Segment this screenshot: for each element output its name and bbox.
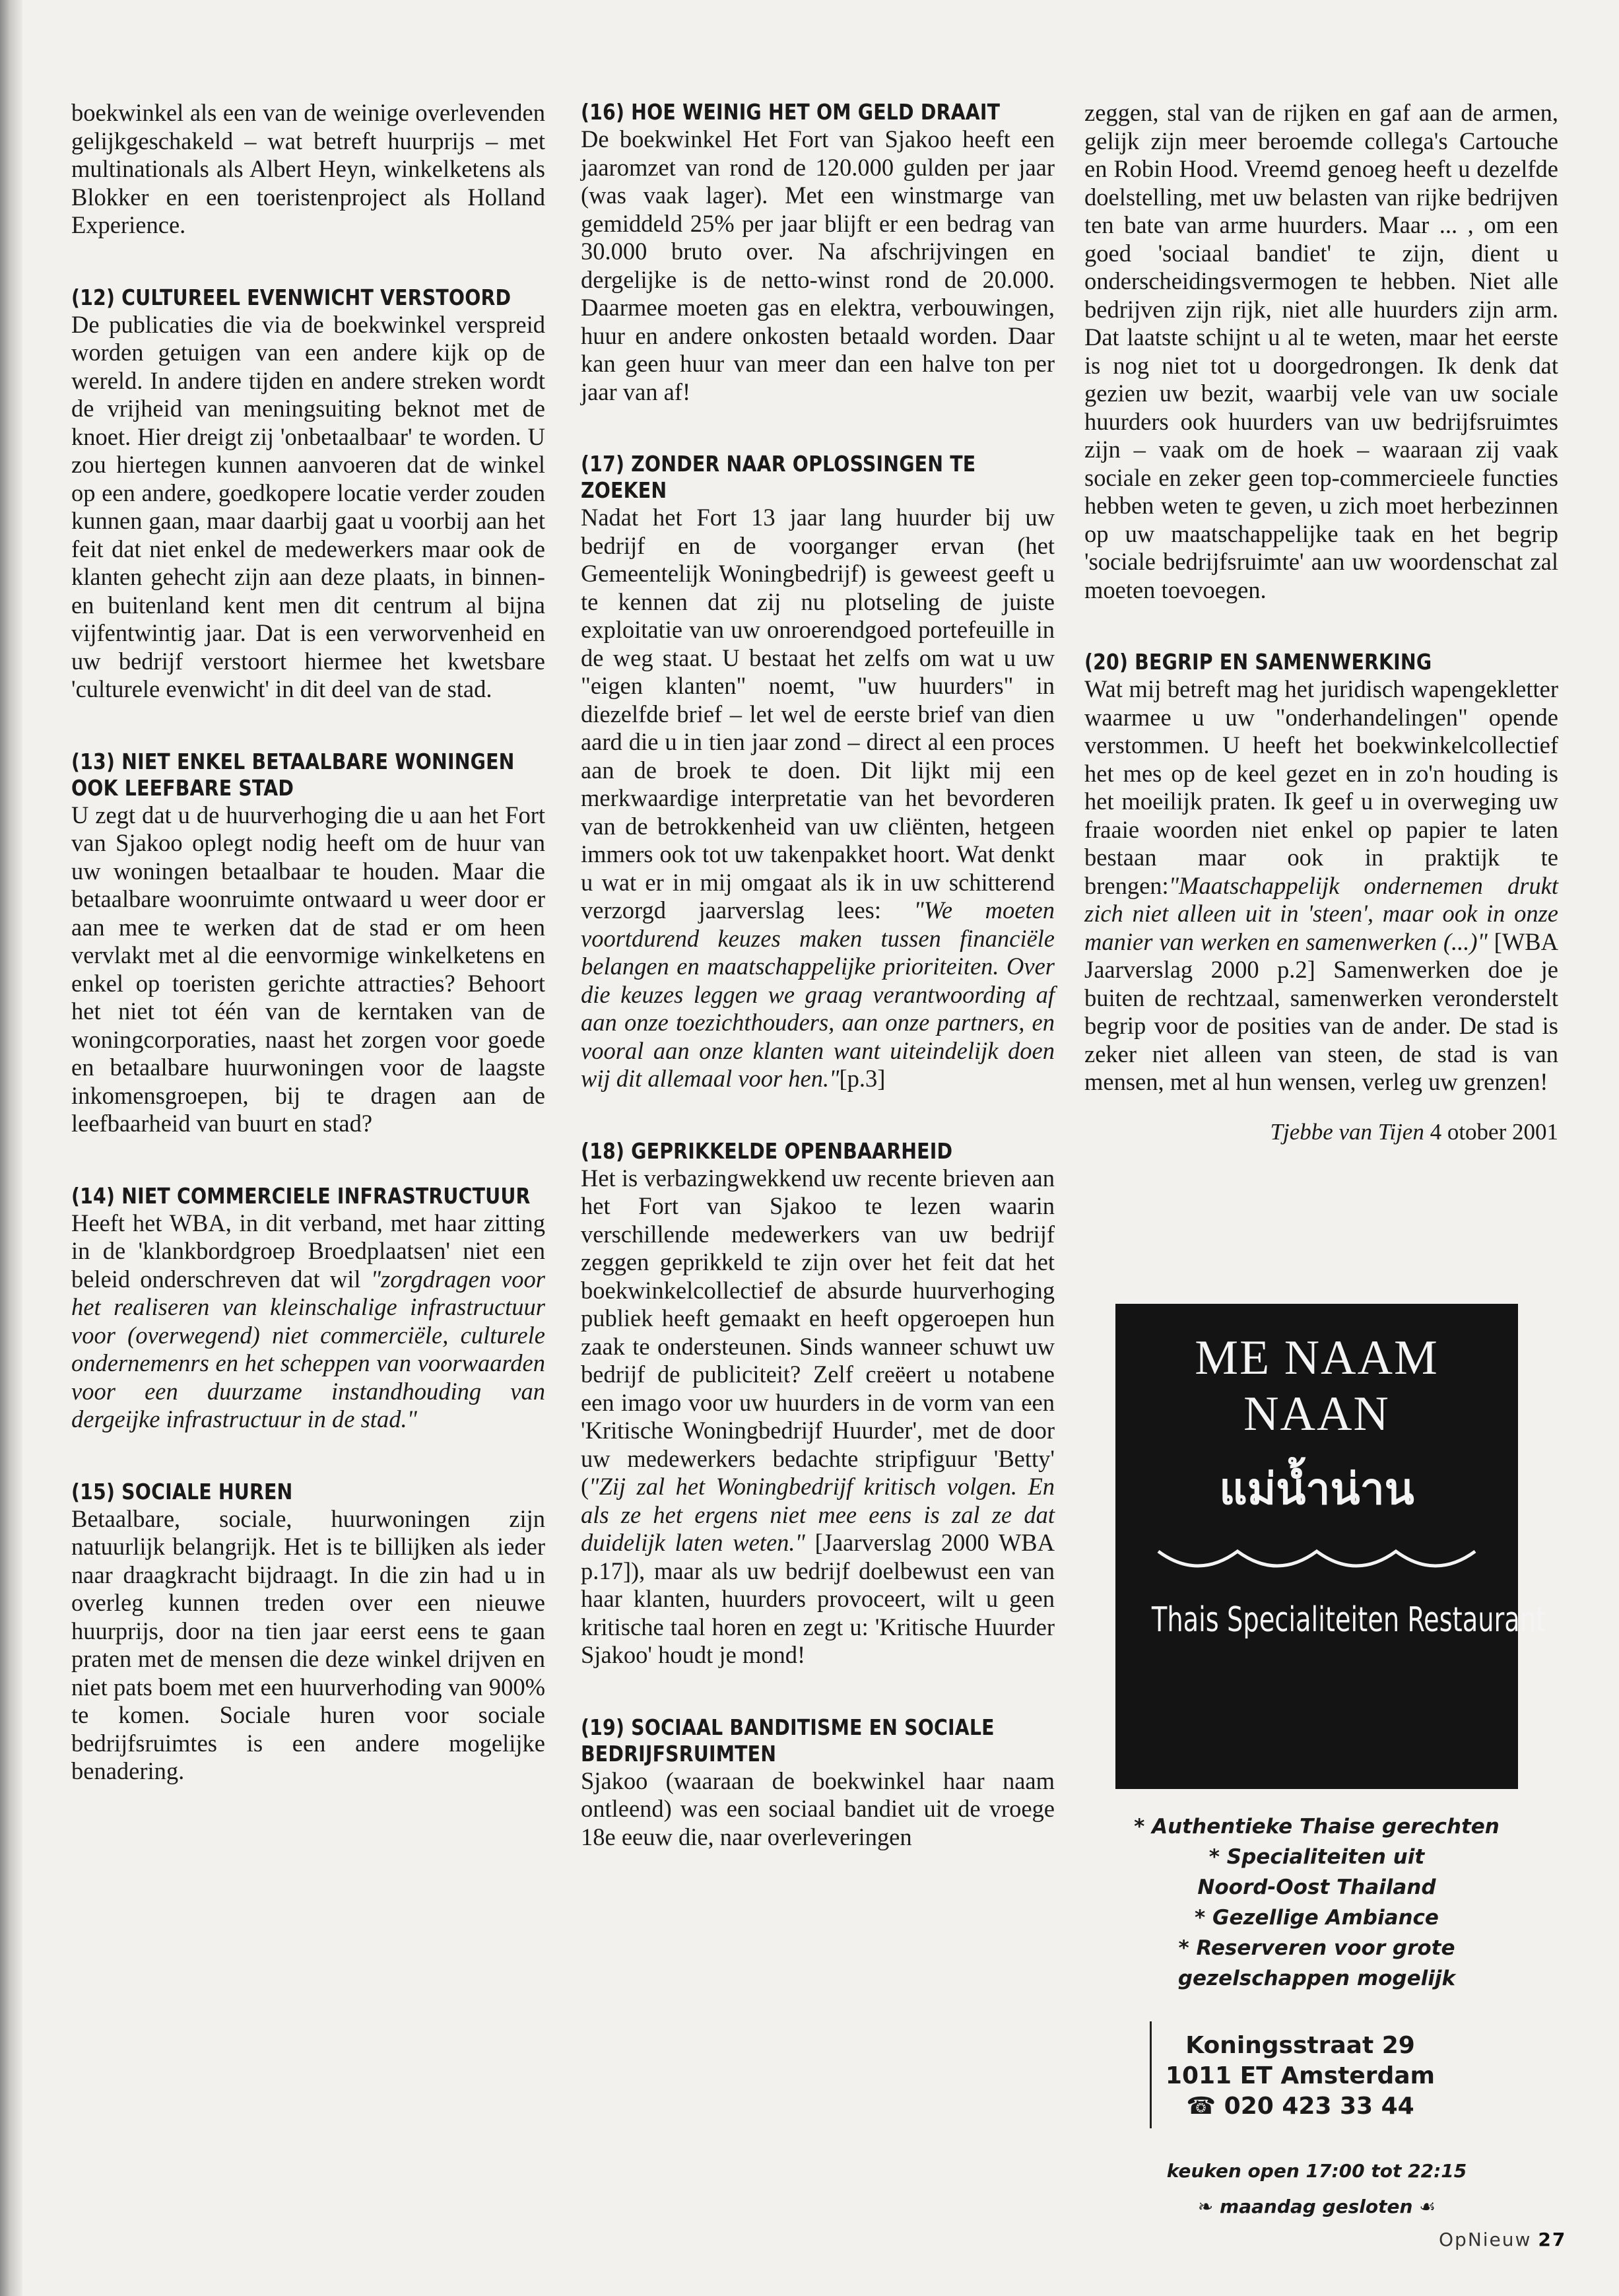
quote: "We moeten voortdurend keuzes maken tussen financiële belangen en maatschappelijke prioriteiten. Over die keuzes leggen we graag verantwoording af aan onze toezichthouders, aan onze partners, en vooral aan onze klanten want uiteindelijk doen wij dit allemaal voor hen." — [581, 896, 1055, 1092]
address-block — [1150, 2021, 1442, 2128]
quote: "Zij zal het Woningbedrijf kritisch volgen. En als ze het ergens niet mee eens is zal ze dat duidelijk laten weten." — [581, 1473, 1055, 1556]
paragraph: boekwinkel als een van de weinige overlevenden gelijkgeschakeld – wat betreft huurprijs – met multinationals als Albert Heyn, winkelketens als Blokker en een toeristenproject als Holland Experience. — [71, 99, 545, 238]
signature-date: 4 otober 2001 — [1424, 1118, 1558, 1145]
street-address: Koningsstraat 29 — [1185, 2032, 1415, 2059]
column-1 — [71, 99, 545, 1786]
text-run: [p.3] — [839, 1065, 886, 1092]
feature-item: * Reserveren voor grote — [1178, 1936, 1455, 1960]
text-run: Nadat het Fort 13 jaar lang huurder bij uw bedrijf en de voorganger ervan (het Gemeentelijk Woningbedrijf) is geweest geeft u te kennen dat zij nu plotseling de juiste exploitatie van uw onroerendgoed portefeuille in de weg staat. U bestaat het zelfs om wat u uw "eigen klanten" noemt, "uw huurders" in diezelfde brief – let wel de eerste brief van dien aard die u in tien jaar zond – direct al een proces aan de broek te doen. Dit lijkt mij een merkwaardige interpretatie van het bevorderen van de betrokkenheid van uw cliënten, hetgeen immers ook tot uw takenpakket hoort. Wat denkt u wat er in mij omgaat als ik in uw schitterend verzorgd jaarverslag lees: — [581, 504, 1055, 924]
section-heading-12: (12) CULTUREEL EVENWICHT VERSTOORD — [71, 284, 512, 310]
text-run: [Jaarverslag 2000 WBA p.17]), maar als uw bedrijf doelbewust een van haar klanten, huurders provoceert, wilt u geen kritische taal horen en zegt u: 'Kritische Huurder Sjakoo' houdt je mond! — [581, 1529, 1055, 1668]
ad-banner — [1115, 1304, 1546, 1789]
paragraph: De boekwinkel Het Fort van Sjakoo heeft een jaaromzet van rond de 120.000 gulden per jaar (was vaak lager). Met een winstmarge van gemiddeld 25% per jaar blijft er een bedrag van 30.000 bruto over. Na afschrijvingen en dergelijke is de netto-winst rond de 20.000. Daarmee moeten gas en elektra, verbouwingen, huur en andere onkosten betaald worden. Daar kan geen huur van meer dan een halve ton per jaar van af! — [581, 125, 1055, 405]
paragraph: De publicaties die via de boekwinkel verspreid worden getuigen van een andere kijk op de wereld. In andere tijden en andere streken wordt de vrijheid van meningsuiting beknot met de knoet. Hier dreigt zij 'onbetaalbaar' te worden. U zou hiertegen kunnen aanvoeren dat de winkel op een andere, goedkopere locatie verder zouden kunnen gaan, maar daarbij gaat u voorbij aan het feit dat niet enkel de medewerkers maar ook de klanten gehecht zijn aan deze plaats, in binnen- en buitenland kent men dit centrum al bijna vijfentwintig jaar. Dat is een verworvenheid en uw bedrijf verstoort hiermee het kwetsbare 'culturele evenwicht' in dit deel van de stad. — [71, 310, 545, 702]
section-heading-16: (16) HOE WEINIG HET OM GELD DRAAIT — [581, 99, 1001, 125]
page-binding-shadow — [0, 0, 22, 2296]
section-heading-14: (14) NIET COMMERCIELE INFRASTRUCTUUR — [71, 1182, 531, 1209]
section-heading-13: (13) NIET ENKEL BETAALBARE WONINGEN OOK LEEFBARE STAD — [71, 748, 515, 801]
quote: "zorgdragen voor het realiseren van kleinschalige infrastructuur voor (overwegend) niet commerciële, culturele ondernemenrs en het scheppen van voorwaarden voor een duurzame instandhouding van dergeijke infrastructuur in de stad." — [71, 1265, 545, 1433]
river-waves-icon — [1152, 1543, 1482, 1583]
restaurant-name-thai: แม่น้ำน่าน — [1219, 1464, 1414, 1514]
paragraph — [581, 504, 1055, 1093]
feature-item: * Authentieke Thaise gerechten — [1134, 1815, 1500, 1839]
kitchen-hours: keuken open 17:00 tot 22:15 — [1166, 2160, 1467, 2182]
postcode-city: 1011 ET Amsterdam — [1165, 2062, 1436, 2089]
page-footer — [1439, 2229, 1566, 2250]
author-name: Tjebbe van Tijen — [1270, 1118, 1424, 1145]
text-run: Heeft het WBA, in dit verband, met haar zitting in de 'klankbordgroep Broedplaatsen' niet een beleid onderschreven dat wil — [71, 1209, 545, 1293]
page-number: 27 — [1538, 2229, 1567, 2250]
signature — [1084, 1119, 1558, 1145]
text-run: Het is verbazingwekkend uw recente brieven aan het Fort van Sjakoo te lezen waarin verschillende medewerkers van uw bedrijf zeggen geprikkeld te zijn over het feit dat het boekwinkelcollectief de absurde huurverhoging publiek heeft gemaakt en heeft opgeroepen hun zaak te ondersteunen. Sinds wanneer schuwt uw bedrijf de publiciteit? Zelf creëert u notabene een imago voor uw huurders in de vorm van een 'Kritische Woningbedrijf Huurder', met de door uw medewerkers bedachte stripfiguur 'Betty' ( — [581, 1164, 1055, 1500]
column-3 — [1084, 99, 1558, 1145]
feature-item: * Specialiteiten uit — [1208, 1845, 1425, 1869]
feature-item: * Gezellige Ambiance — [1195, 1906, 1439, 1930]
restaurant-subtitle: Thais Specialiteiten Restaurant — [1151, 1600, 1546, 1640]
section-heading-18: (18) GEPRIKKELDE OPENBAARHEID — [581, 1137, 953, 1164]
text-run: Wat mij betreft mag het juridisch wapengekletter waarmee u uw "onderhandelingen" opende verstommen. U heeft het boekwinkelcollectief het mes op de keel gezet en in zo'n houding is het moeilijk praten. Ik geef u in overweging uw fraaie woorden niet enkel op papier te laten bestaan maar ook in praktijk te brengen: — [1084, 675, 1558, 899]
column-2 — [581, 99, 1055, 1851]
paragraph — [1084, 675, 1558, 1097]
feature-item: gezelschappen mogelijk — [1177, 1967, 1456, 1990]
phone-line — [1158, 2091, 1442, 2122]
closed-day — [1115, 2189, 1518, 2225]
magazine-name: OpNieuw — [1439, 2229, 1532, 2250]
section-heading-20: (20) BEGRIP EN SAMENWERKING — [1084, 649, 1432, 675]
restaurant-name: ME NAAM NAAN — [1195, 1331, 1439, 1441]
section-heading-17: (17) ZONDER NAAR OPLOSSINGEN TE ZOEKEN — [581, 451, 976, 503]
paragraph: zeggen, stal van de rijken en gaf aan de armen, gelijk zijn meer beroemde collega's Cartouche en Robin Hood. Vreemd genoeg heeft u dezelfde doelstelling, met uw belasten van rijke bedrijven ten bate van arme huurders. Maar ... , om een goed 'sociaal bandiet' te zijn, dient u onderscheidingsvermogen te hebben. Niet alle bedrijven zijn rijk, niet alle huurders zijn arm. Dat laatste schijnt u al te weten, maar het eerste is nog niet tot u doorgedrongen. Ik denk dat gezien uw bezit, waarbij vele van uw sociale huurders ook huurders van uw bedrijfsruimtes zijn – vaak om de hoek – waaraan zij vaak sociale en zeker geen top-commercieele functies hebben weten te geven, u zich moet herbezinnen op uw maatschappelijke taak en het begrip 'sociale bedrijfsruimte' aan uw woordenschat zal moeten toevoegen. — [1084, 99, 1558, 603]
opening-hours — [1115, 2153, 1518, 2225]
telephone-icon: ☎ — [1186, 2093, 1224, 2120]
paragraph: Sjakoo (waaraan de boekwinkel haar naam ontleend) was een sociaal bandiet uit de vroege 18e eeuw die, naar overleveringen — [581, 1767, 1055, 1850]
ornament-icon: ☙ — [1412, 2196, 1436, 2217]
paragraph — [581, 1165, 1055, 1670]
paragraph: U zegt dat u de huurverhoging die u aan het Fort van Sjakoo oplegt nodig heeft om de huur van uw woningen betaalbaar te houden. Maar die betaalbare woonruimte ontwaard u weer door er aan mee te werken dat de stad er om heen vervlakt met al die eenvormige winkelketens en enkel op toeristen gerichte attracties? Behoort het niet tot één van de kerntaken van de woningcorporaties, naast het zorgen voor goede en betaalbare huurwoningen voor de laagste inkomensgroepen, bij te dragen aan de leefbaarheid van buurt en stad? — [71, 801, 545, 1137]
paragraph: Betaalbare, sociale, huurwoningen zijn natuurlijk belangrijk. Het is te billijken als ieder naar draagkracht bijdraagt. In die zin had u in overleg kunnen treden over een nieuwe huurprijs, door na tien jaar eerst eens te gaan praten met de mensen die deze winkel drijven en niet pats boem met een huurverhoding van 900% te komen. Sociale huren voor sociale bedrijfsruimtes is een andere mogelijke benadering. — [71, 1504, 545, 1784]
phone-number: 020 423 33 44 — [1224, 2093, 1414, 2120]
closed-text: maandag gesloten — [1219, 2196, 1413, 2217]
section-heading-15: (15) SOCIALE HUREN — [71, 1478, 293, 1504]
restaurant-advertisement — [1115, 1304, 1546, 2217]
paragraph — [71, 1209, 545, 1434]
text-run: [WBA Jaarverslag 2000 p.2] Samenwerken doe je buiten de rechtzaal, samenwerken veronderstelt begrip voor de posities van de ander. De stad is zeker niet alleen van steen, de stad is van mensen, met al hun wensen, verleg uw grenzen! — [1084, 928, 1558, 1095]
feature-item: Noord-Oost Thailand — [1197, 1875, 1436, 1899]
section-heading-19: (19) SOCIAAL BANDITISME EN SOCIALE BEDRIJFSRUIMTEN — [581, 1714, 995, 1767]
ornament-icon: ❧ — [1197, 2196, 1220, 2217]
feature-list — [1115, 1811, 1518, 1994]
quote: "Maatschappelijk ondernemen drukt zich niet alleen uit in 'steen', maar ook in onze manier van werken en samenwerken (...)" — [1084, 871, 1558, 955]
